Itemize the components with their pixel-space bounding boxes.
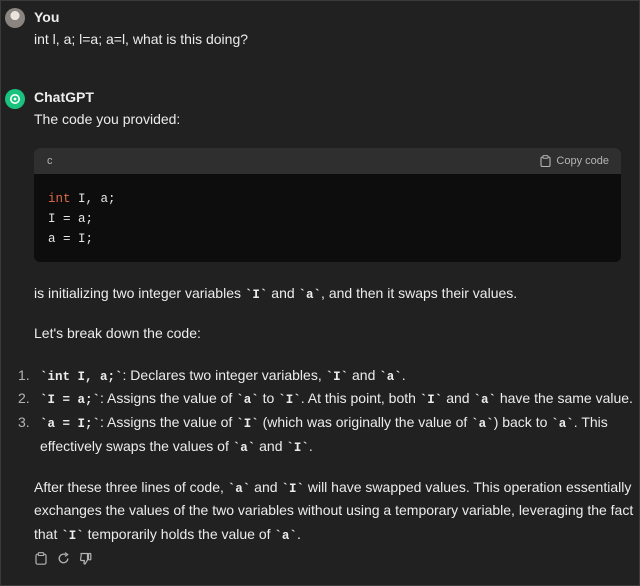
inline-code: `a = I;` <box>40 417 101 431</box>
paragraph-3-text: that <box>34 526 62 542</box>
list-text: and <box>255 438 287 454</box>
code-keyword: int <box>48 192 71 206</box>
list-item-2 <box>40 390 633 407</box>
list-number: 2. <box>18 390 30 406</box>
assistant-author-name: ChatGPT <box>34 89 94 105</box>
inline-code: `a` <box>551 417 574 431</box>
thumbs-down-icon[interactable] <box>78 551 92 565</box>
inline-code: `I` <box>286 441 309 455</box>
paragraph-3-text: and <box>250 479 282 495</box>
paragraph-1-text: and <box>267 285 299 301</box>
copy-code-label: Copy code <box>556 155 609 167</box>
copy-code-button[interactable] <box>540 155 609 167</box>
chatgpt-logo-icon <box>5 89 25 109</box>
paragraph-3-line-1 <box>34 479 631 496</box>
list-text: and <box>442 390 474 406</box>
code-line-3: a = I; <box>48 232 94 246</box>
list-text: and <box>348 367 380 383</box>
list-text: ) back to <box>493 414 552 430</box>
inline-code: `I` <box>281 482 304 496</box>
code-content <box>34 174 621 249</box>
inline-code: `a` <box>227 482 251 496</box>
inline-code: `I` <box>325 370 349 384</box>
list-text: have the same value. <box>495 390 633 406</box>
inline-code: `I` <box>244 288 268 302</box>
list-text: . <box>401 367 406 383</box>
list-text: . <box>308 438 313 454</box>
list-number: 1. <box>18 367 30 383</box>
inline-code: `a` <box>232 441 256 455</box>
assistant-intro: The code you provided: <box>34 111 181 127</box>
paragraph-3-text: temporarily holds the value of <box>83 526 275 542</box>
list-text: . This <box>573 414 608 430</box>
user-avatar <box>5 8 25 28</box>
user-message: int l, a; l=a; a=l, what is this doing? <box>34 31 249 47</box>
regenerate-icon[interactable] <box>56 551 70 565</box>
list-item-3-continued <box>40 438 313 455</box>
code-block <box>34 148 621 262</box>
code-language: c <box>47 155 53 167</box>
inline-code: `I` <box>236 417 259 431</box>
list-text: . At this point, both <box>300 390 420 406</box>
inline-code: `a` <box>473 393 496 407</box>
list-text: to <box>258 390 279 406</box>
list-item-3 <box>40 414 608 431</box>
list-number: 3. <box>18 414 30 430</box>
inline-code: `I = a;` <box>40 393 101 407</box>
inline-code: `a` <box>298 288 322 302</box>
message-actions <box>34 551 92 565</box>
list-text: (which was originally the value of <box>258 414 472 430</box>
list-text: effectively swaps the values of <box>40 438 233 454</box>
clipboard-icon <box>540 155 551 167</box>
code-line-1: I, a; <box>70 192 116 206</box>
inline-code: `int I, a;` <box>40 370 123 384</box>
paragraph-1-text: is initializing two integer variables <box>34 285 245 301</box>
paragraph-3-text: will have swapped values. This operation essentially <box>303 479 632 495</box>
list-item-1 <box>40 367 406 384</box>
list-text: : Assigns the value of <box>100 390 237 406</box>
copy-icon[interactable] <box>34 551 48 565</box>
paragraph-1 <box>34 285 517 302</box>
paragraph-3-line-3 <box>34 526 301 543</box>
inline-code: `a` <box>236 393 259 407</box>
list-text: : Assigns the value of <box>100 414 237 430</box>
inline-code: `I` <box>419 393 443 407</box>
paragraph-3-text: . <box>296 526 301 542</box>
code-block-header <box>34 148 621 174</box>
inline-code: `a` <box>274 529 297 543</box>
list-text: : Declares two integer variables, <box>122 367 326 383</box>
inline-code: `a` <box>471 417 494 431</box>
inline-code: `I` <box>278 393 301 407</box>
paragraph-2: Let's break down the code: <box>34 325 201 341</box>
user-author-name: You <box>34 9 60 25</box>
paragraph-1-text: , and then it swaps their values. <box>321 285 518 301</box>
paragraph-3-line-2: exchanges the values of the two variables without using a temporary variable, leveraging the fact <box>34 502 634 518</box>
paragraph-3-text: After these three lines of code, <box>34 479 228 495</box>
code-line-2: I = a; <box>48 212 94 226</box>
inline-code: `I` <box>61 529 84 543</box>
inline-code: `a` <box>379 370 402 384</box>
